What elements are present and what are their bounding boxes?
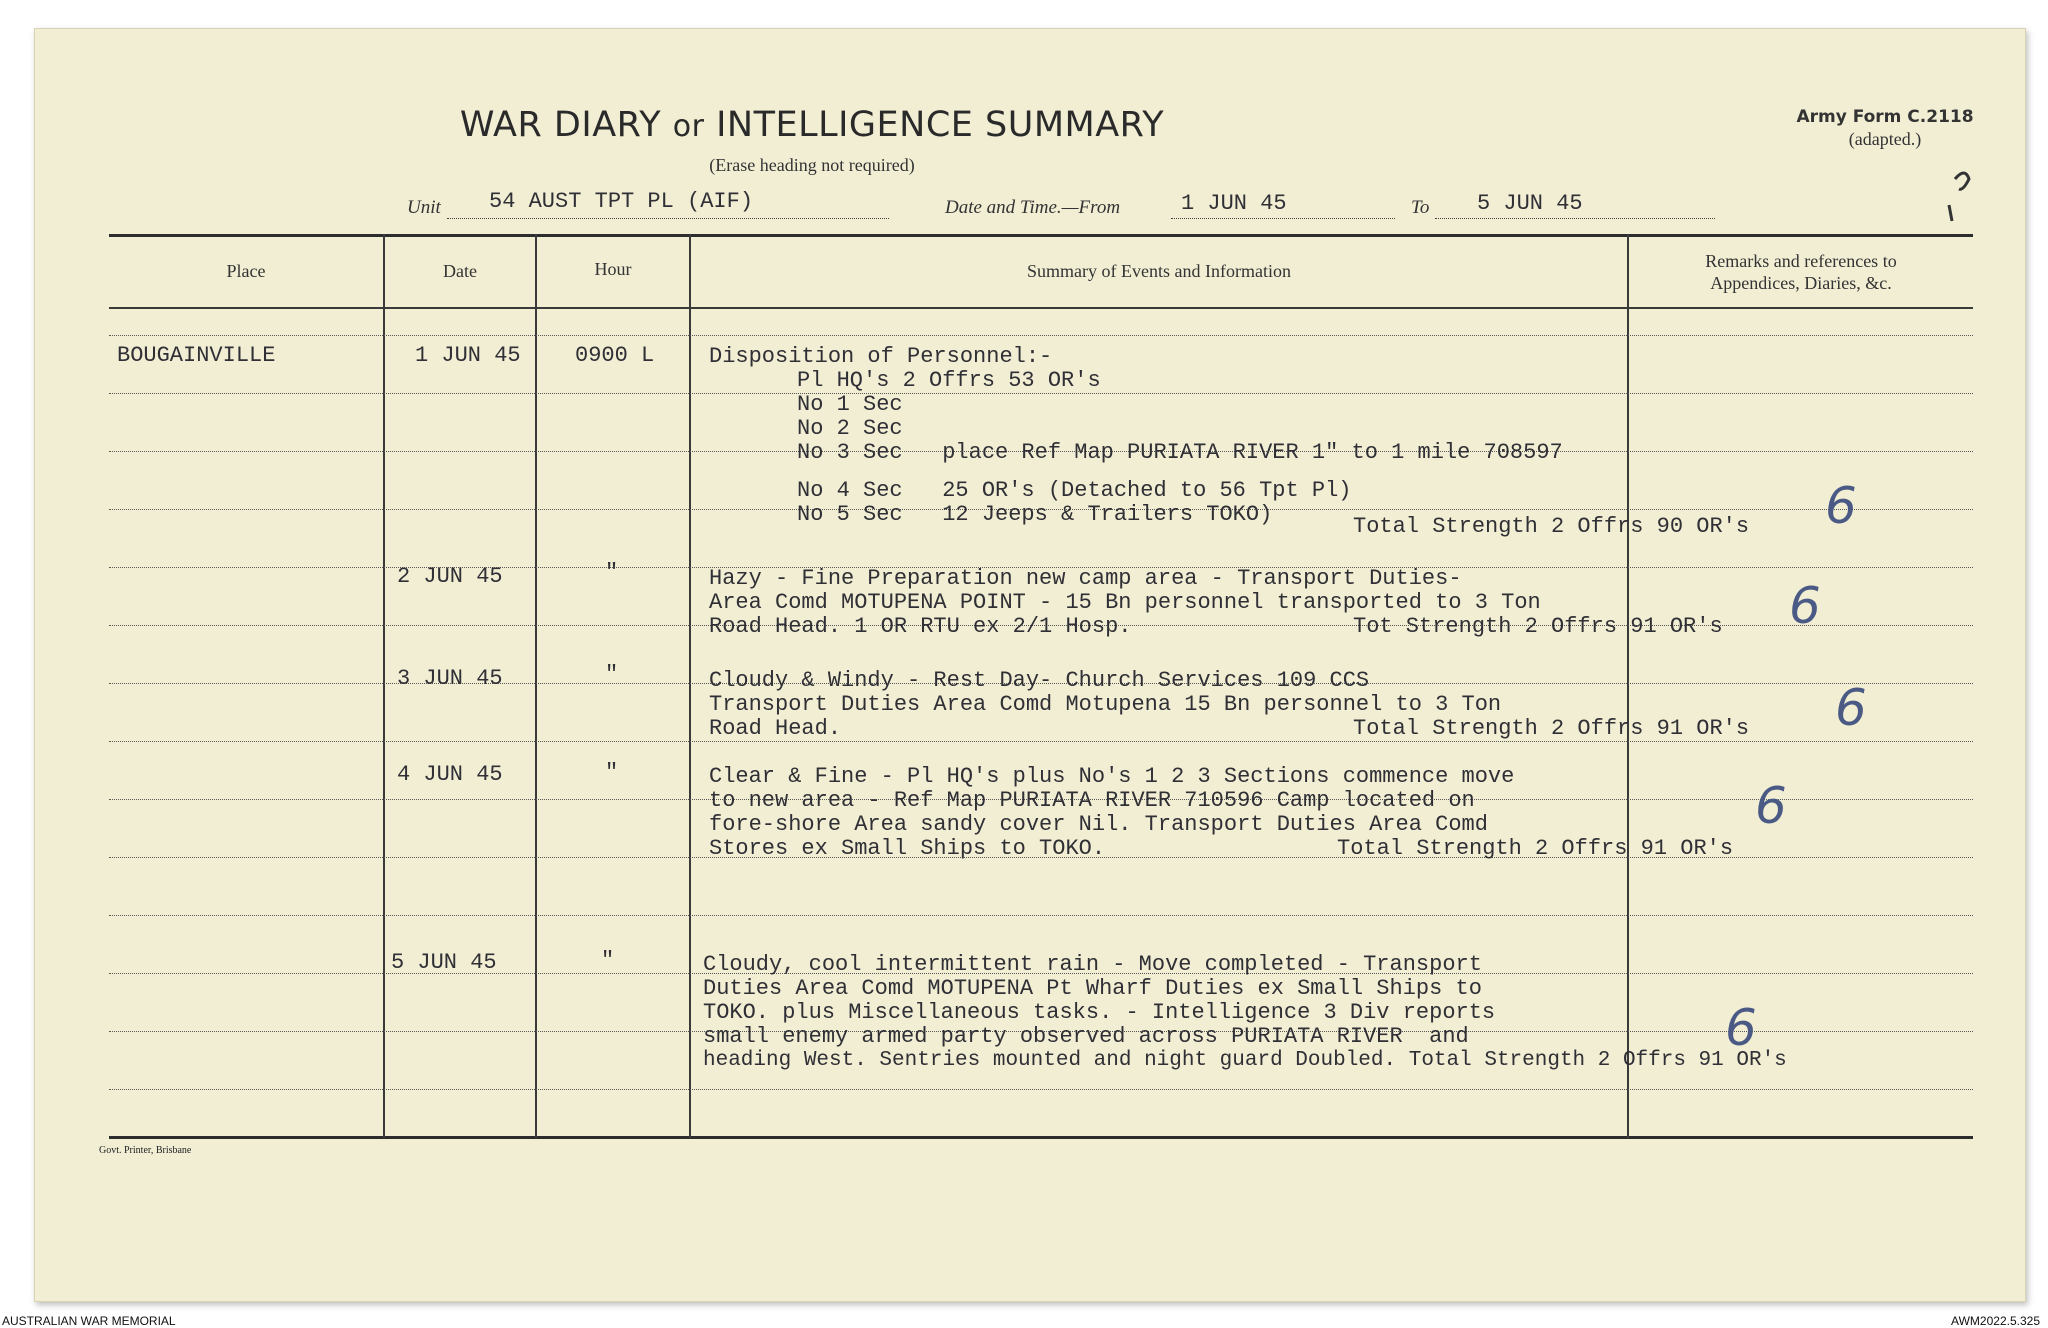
entry-5-hour: " bbox=[601, 948, 615, 973]
column-header-date: Date bbox=[443, 261, 477, 281]
entry-1-total-strength: Total Strength 2 Offrs 90 OR's bbox=[1353, 514, 1750, 539]
entry-4-handwritten-initial: 6 bbox=[1755, 777, 1787, 835]
entry-2-line-1: Hazy - Fine Preparation new camp area - Transport Duties- bbox=[709, 566, 1462, 591]
entry-1-hour: 0900 L bbox=[575, 343, 655, 368]
column-divider-hour bbox=[689, 234, 691, 1138]
entry-2-line-3: Road Head. 1 OR RTU ex 2/1 Hosp. bbox=[709, 614, 1132, 639]
title-war-diary: WAR DIARY bbox=[459, 105, 662, 145]
date-from-label: Date and Time.—From bbox=[945, 197, 1121, 218]
archive-source: AUSTRALIAN WAR MEMORIAL bbox=[2, 1314, 176, 1328]
ruled-line bbox=[109, 915, 1973, 916]
ruled-line bbox=[109, 335, 1973, 336]
entry-4-hour: " bbox=[605, 760, 619, 785]
army-form-note: (adapted.) bbox=[1848, 129, 1922, 149]
entry-1-handwritten-initial: 6 bbox=[1825, 477, 1857, 535]
entry-1-line-1: Disposition of Personnel:- bbox=[709, 344, 1053, 369]
column-header-place: Place bbox=[226, 261, 266, 281]
unit-label: Unit bbox=[407, 197, 441, 218]
entry-4-total-strength: Total Strength 2 Offrs 91 OR's bbox=[1337, 836, 1734, 861]
entry-3-handwritten-initial: 6 bbox=[1835, 679, 1867, 737]
date-to-label: To bbox=[1411, 197, 1430, 218]
title-or: or bbox=[672, 109, 705, 144]
entry-3-line-1: Cloudy & Windy - Rest Day- Church Services 109 CCS bbox=[709, 668, 1370, 693]
entry-2-handwritten-initial: 6 bbox=[1789, 577, 1821, 635]
page-tick-mark-icon bbox=[1935, 159, 1975, 229]
title-intelligence-summary: INTELLIGENCE SUMMARY bbox=[716, 105, 1165, 145]
entry-3-hour: " bbox=[605, 662, 619, 687]
form-title bbox=[35, 105, 1589, 145]
entry-1-line-4: No 2 Sec bbox=[797, 416, 903, 441]
diary-page bbox=[34, 28, 2026, 1302]
entry-1-line-7: No 5 Sec 12 Jeeps & Trailers TOKO) bbox=[797, 502, 1273, 527]
entry-5-line-4: small enemy armed party observed across PURIATA RIVER and bbox=[703, 1024, 1469, 1049]
entry-1-line-3: No 1 Sec bbox=[797, 392, 903, 417]
entry-1-line-5: No 3 Sec place Ref Map PURIATA RIVER 1" to 1 mile 708597 bbox=[797, 440, 1563, 465]
ruled-line bbox=[109, 741, 1973, 742]
entry-5-line-1: Cloudy, cool intermittent rain - Move completed - Transport bbox=[703, 952, 1482, 977]
entry-4-line-4: Stores ex Small Ships to TOKO. bbox=[709, 836, 1106, 861]
entry-1-line-6: No 4 Sec 25 OR's (Detached to 56 Tpt Pl) bbox=[797, 478, 1352, 503]
entry-4-line-1: Clear & Fine - Pl HQ's plus No's 1 2 3 Sections commence move bbox=[709, 764, 1515, 789]
entry-5-line-5: heading West. Sentries mounted and night guard Doubled. Total Strength 2 Offrs 91 OR's bbox=[703, 1049, 1787, 1072]
ruled-line bbox=[109, 393, 1973, 394]
column-divider-summary bbox=[1627, 234, 1629, 1138]
header-bottom-rule bbox=[109, 307, 1973, 309]
date-to-underline bbox=[1435, 218, 1715, 219]
entry-3-date: 3 JUN 45 bbox=[397, 666, 503, 691]
ruled-line bbox=[109, 1089, 1973, 1090]
entry-4-date: 4 JUN 45 bbox=[397, 762, 503, 787]
date-to-value: 5 JUN 45 bbox=[1477, 191, 1583, 216]
entry-1-date: 1 JUN 45 bbox=[415, 343, 521, 368]
entry-5-line-3: TOKO. plus Miscellaneous tasks. - Intelligence 3 Div reports bbox=[703, 1000, 1496, 1025]
army-form-number: Army Form C.2118 bbox=[1796, 107, 1974, 127]
unit-value: 54 AUST TPT PL (AIF) bbox=[489, 189, 754, 214]
entry-3-line-3: Road Head. bbox=[709, 716, 842, 741]
entry-4-line-2: to new area - Ref Map PURIATA RIVER 710596 Camp located on bbox=[709, 788, 1475, 813]
form-subtitle: (Erase heading not required) bbox=[709, 155, 915, 175]
column-divider-place bbox=[383, 234, 385, 1138]
table-top-rule bbox=[109, 234, 1973, 237]
column-header-hour: Hour bbox=[594, 259, 632, 279]
entry-1-place: BOUGAINVILLE bbox=[117, 343, 276, 368]
entry-2-line-2: Area Comd MOTUPENA POINT - 15 Bn personnel transported to 3 Ton bbox=[709, 590, 1541, 615]
date-from-underline bbox=[1171, 218, 1395, 219]
table-bottom-rule bbox=[109, 1136, 1973, 1139]
entry-2-total-strength: Tot Strength 2 Offrs 91 OR's bbox=[1353, 614, 1723, 639]
column-header-remarks-line1: Remarks and references to bbox=[1705, 251, 1897, 271]
entry-1-line-2: Pl HQ's 2 Offrs 53 OR's bbox=[797, 368, 1101, 393]
column-header-summary: Summary of Events and Information bbox=[1027, 261, 1291, 281]
archive-reference: AWM2022.5.325 bbox=[1951, 1314, 2040, 1328]
entry-5-line-2: Duties Area Comd MOTUPENA Pt Wharf Duties ex Small Ships to bbox=[703, 976, 1482, 1001]
column-divider-date bbox=[535, 234, 537, 1138]
entry-2-hour: " bbox=[605, 560, 619, 585]
entry-5-date: 5 JUN 45 bbox=[391, 950, 497, 975]
date-from-value: 1 JUN 45 bbox=[1181, 191, 1287, 216]
printer-imprint: Govt. Printer, Brisbane bbox=[99, 1145, 192, 1156]
unit-underline bbox=[447, 218, 889, 219]
entry-5-handwritten-initial: 6 bbox=[1725, 999, 1757, 1057]
entry-3-line-2: Transport Duties Area Comd Motupena 15 Bn personnel to 3 Ton bbox=[709, 692, 1502, 717]
entry-2-date: 2 JUN 45 bbox=[397, 564, 503, 589]
column-header-remarks-line2: Appendices, Diaries, &c. bbox=[1710, 273, 1892, 293]
entry-3-total-strength: Total Strength 2 Offrs 91 OR's bbox=[1353, 716, 1750, 741]
entry-4-line-3: fore-shore Area sandy cover Nil. Transport Duties Area Comd bbox=[709, 812, 1488, 837]
